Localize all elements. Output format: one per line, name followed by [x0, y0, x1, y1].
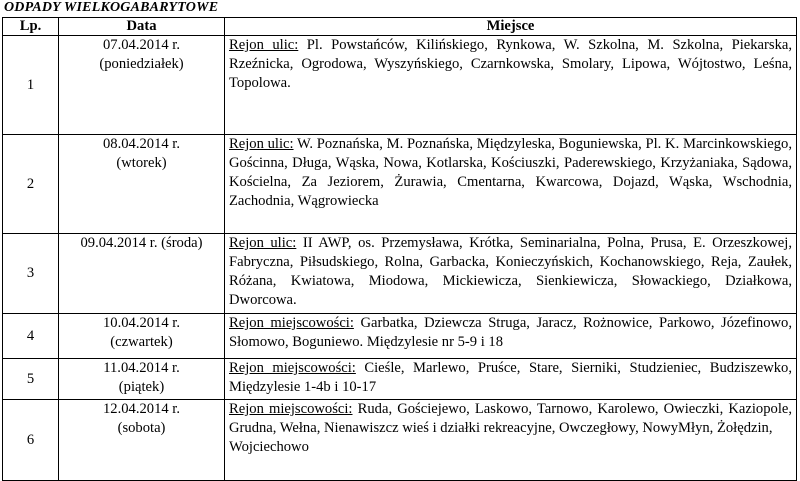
row-number: 2	[3, 135, 59, 234]
date-value: 12.04.2014 r.	[102, 401, 181, 417]
date-cell	[59, 135, 225, 234]
date-value: 11.04.2014 r.	[103, 360, 180, 376]
weekday: (czwartek)	[110, 334, 173, 350]
date-value: 07.04.2014 r.	[102, 37, 181, 53]
region-label: Rejon miejscowości:	[229, 360, 356, 376]
table-row	[3, 36, 797, 135]
region-label: Rejon miejscowości:	[229, 401, 353, 417]
weekday: (wtorek)	[116, 155, 167, 171]
header-place: Miejsce	[225, 18, 797, 36]
schedule-table	[2, 17, 797, 481]
region-list: Ruda, Gościejewo, Laskowo, Tarnowo, Karolewo, Owieczki, Kaziopole, Grudna, Wełna, Nienawiszcz wieś i działki rekreacyjne, Owczegłowy, NowyMłyn, Żołędzin,	[229, 401, 792, 436]
table-row	[3, 314, 797, 359]
table-row	[3, 135, 797, 234]
weekday: (piątek)	[118, 379, 165, 395]
date-cell	[59, 400, 225, 481]
region-list: Pl. Powstańców, Kilińskiego, Rynkowa, W. Szkolna, M. Szkolna, Piekarska, Rzeźnicka, Ogrodowa, Wyszyńskiego, Czarnkowska, Smolary, Lipowa, Wójtostwo, Leśna, Topolowa.	[229, 37, 792, 91]
table-row	[3, 359, 797, 400]
region-label: Rejon ulic:	[229, 235, 297, 251]
date-cell	[59, 359, 225, 400]
place-cell	[225, 359, 797, 400]
place-cell	[225, 234, 797, 314]
row-number: 5	[3, 359, 59, 400]
header-lp: Lp.	[3, 18, 59, 36]
page-title: ODPADY WIELKOGABARYTOWE	[4, 0, 219, 15]
place-cell	[225, 400, 797, 481]
region-list: Garbatka, Dziewcza Struga, Jaracz, Rożnowice, Parkowo, Józefinowo, Słomowo, Boguniewo. Międzylesie nr 5-9 i 18	[229, 315, 792, 350]
table-header-row	[3, 18, 797, 36]
region-list-continued: Wojciechowo	[229, 439, 309, 455]
region-label: Rejon ulic:	[229, 37, 299, 53]
row-number: 4	[3, 314, 59, 359]
weekday: (poniedziałek)	[99, 56, 184, 72]
weekday: (sobota)	[117, 420, 166, 436]
row-number: 6	[3, 400, 59, 481]
date-value: 09.04.2014 r. (środa)	[80, 235, 203, 251]
region-list: II AWP, os. Przemysława, Krótka, Seminarialna, Polna, Prusa, E. Orzeszkowej, Fabryczna, Piłsudskiego, Rolna, Garbacka, Konieczyńskich, Kochanowskiego, Reja, Zaułek, Różana, Kwiatowa, Miodowa, Mickiewicza, Sienkiewicza, Słowackiego, Działkowa, Dworcowa.	[229, 235, 792, 308]
date-cell	[59, 314, 225, 359]
date-value: 10.04.2014 r.	[102, 315, 181, 331]
region-label: Rejon ulic:	[229, 136, 294, 152]
region-list: Cieśle, Marlewo, Pruśce, Stare, Sierniki, Studzieniec, Budziszewko, Międzylesie 1-4b i 10-17	[229, 360, 792, 395]
place-cell	[225, 135, 797, 234]
place-cell	[225, 36, 797, 135]
date-cell	[59, 36, 225, 135]
place-cell	[225, 314, 797, 359]
table-row	[3, 234, 797, 314]
header-date: Data	[59, 18, 225, 36]
region-label: Rejon miejscowości:	[229, 315, 354, 331]
date-value: 08.04.2014 r.	[102, 136, 181, 152]
row-number: 1	[3, 36, 59, 135]
region-list: W. Poznańska, M. Poznańska, Międzyleska, Boguniewska, Pl. K. Marcinkowskiego, Gościnna, Długa, Wąska, Nowa, Kotlarska, Kościuszki, Paderewskiego, Krzyżaniaka, Sądowa, Kościelna, Za Jeziorem, Żurawia, Cmentarna, Kwarcowa, Dojazd, Wąska, Wschodnia, Zachodnia, Wągrowiecka	[229, 136, 792, 209]
table-row	[3, 400, 797, 481]
row-number: 3	[3, 234, 59, 314]
date-cell	[59, 234, 225, 314]
